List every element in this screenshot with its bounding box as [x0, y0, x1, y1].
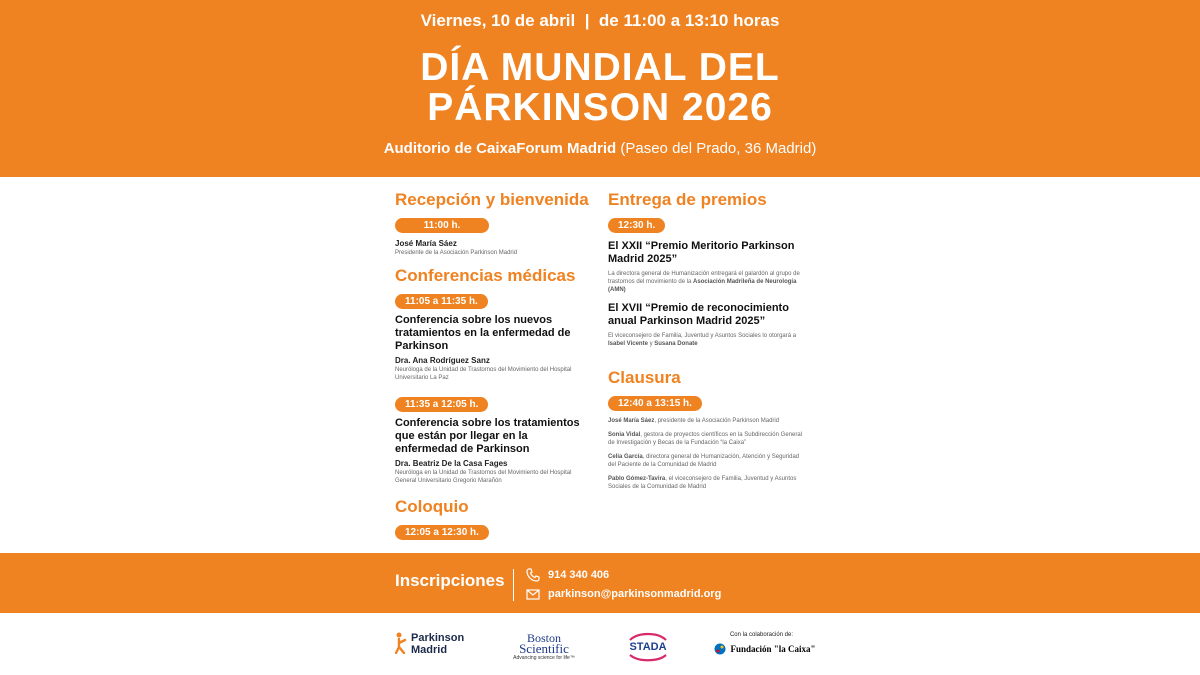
- title-line-2: PÁRKINSON 2026: [427, 86, 773, 129]
- speaker-role: Neuróloga de la Unidad de Trastornos del Movimiento del Hospital Universitario La Paz: [395, 367, 572, 381]
- closing-speaker-name: Celia García: [608, 454, 643, 460]
- closing-speaker: [608, 453, 808, 469]
- event-venue: [0, 140, 1200, 157]
- closing-speaker-name: Sonia Vidal: [608, 432, 641, 438]
- closing-speaker-role: , gestora de proyectos científicos en la Subdirección General de Investigación y Becas de la Fundación “la Caixa”: [608, 432, 802, 446]
- award-note: [608, 332, 808, 348]
- phone-number: 914 340 406: [548, 568, 610, 581]
- sponsor-logos: [0, 613, 1200, 675]
- time-pill: 11:05 a 11:35 h.: [395, 294, 488, 309]
- program-left-column: [395, 190, 590, 540]
- speaker-name: Dra. Beatriz De la Casa Fages: [395, 459, 508, 468]
- closing-speaker-role: , directora general de Humanización, Atención y Seguridad del Paciente de la Comunidad de Madrid: [608, 454, 800, 468]
- registration-label: Inscripciones: [395, 571, 505, 590]
- speaker-name: Dra. Ana Rodríguez Sanz: [395, 356, 490, 365]
- phone-icon: [526, 568, 540, 582]
- section-colloquium: [395, 497, 590, 540]
- logo-tagline: Advancing science for life™: [513, 655, 575, 661]
- logo-text-line2: Madrid: [411, 644, 448, 656]
- closing-speaker-role: , presidente de la Asociación Parkinson Madrid: [654, 418, 780, 424]
- mail-icon: [526, 587, 540, 601]
- email-contact[interactable]: [526, 587, 721, 601]
- award-note-text: El viceconsejero de Familia, Juventud y Asuntos Sociales lo otorgará a: [608, 333, 797, 339]
- email-address: parkinson@parkinsonmadrid.org: [548, 587, 722, 600]
- section-reception: [395, 190, 590, 257]
- logo-text-line2: Scientific: [519, 641, 569, 656]
- program-right-column: [608, 190, 808, 491]
- logo-text-line1: Boston: [526, 631, 561, 645]
- closing-speaker-role: , el viceconsejero de Familia, Juventud y Asuntos Sociales de la Comunidad de Madrid: [608, 476, 797, 490]
- fundacion-la-caixa-logo: [714, 631, 816, 655]
- award-note-text: y: [647, 341, 655, 347]
- award-note-text: La directora general de Humanización entregará el galardón al grupo de trastornos del movimiento de la: [608, 271, 800, 285]
- closing-speaker: [608, 475, 808, 491]
- closing-speaker: [608, 417, 808, 425]
- section-title: Conferencias médicas: [395, 266, 576, 285]
- boston-scientific-logo: [512, 633, 576, 662]
- parkinson-figure-icon: [395, 632, 407, 654]
- stada-logo: [624, 632, 672, 662]
- event-date: Viernes, 10 de abril | de 11:00 a 13:10 horas: [420, 11, 780, 30]
- caixa-star-icon: [714, 643, 726, 655]
- section-awards: [608, 190, 808, 348]
- speaker-name: José María Sáez: [395, 239, 457, 248]
- time-pill: 11:35 a 12:05 h.: [395, 397, 488, 412]
- event-title: [0, 48, 1200, 128]
- award-winner: Isabel Vicente: [608, 341, 648, 347]
- talk-title: Conferencia sobre los nuevos tratamientos en la enfermedad de Parkinson: [395, 314, 571, 352]
- closing-speaker: [608, 431, 808, 447]
- talk-title: Conferencia sobre los tratamientos que están por llegar en la enfermedad de Parkinson: [395, 417, 580, 455]
- closing-speaker-name: José María Sáez: [608, 418, 655, 424]
- logo-text: Fundación "la Caixa": [730, 644, 816, 654]
- speaker-role: Neuróloga en la Unidad de Trastornos del Movimiento del Hospital General Universitario Gregorio Marañón: [395, 470, 572, 484]
- logo-text: STADA: [629, 641, 667, 653]
- award-title: El XXII “Premio Meritorio Parkinson Madrid 2025”: [608, 240, 795, 265]
- speaker-role: Presidente de la Asociación Parkinson Madrid: [395, 250, 518, 256]
- closing-speaker-name: Pablo Gómez-Tavira: [608, 476, 666, 482]
- section-title: Entrega de premios: [608, 190, 767, 209]
- registration-band: [0, 553, 1200, 613]
- time-pill: 11:00 h.: [395, 218, 489, 233]
- divider: [513, 569, 514, 601]
- section-title: Coloquio: [395, 497, 469, 516]
- venue-address: (Paseo del Prado, 36 Madrid): [616, 140, 817, 157]
- section-closing: [608, 368, 808, 491]
- header-banner: [0, 0, 1200, 177]
- award-title: El XVII “Premio de reconocimiento anual Parkinson Madrid 2025”: [608, 302, 789, 327]
- award-winner: Susana Donate: [654, 341, 698, 347]
- award-note: [608, 270, 808, 294]
- venue-name: Auditorio de CaixaForum Madrid: [383, 140, 617, 157]
- collaboration-label: Con la colaboración de:: [729, 632, 794, 638]
- phone-contact[interactable]: [526, 568, 609, 582]
- section-title: Recepción y bienvenida: [395, 190, 589, 209]
- logo-text-line1: Parkinson: [411, 632, 465, 644]
- time-pill: 12:05 a 12:30 h.: [395, 525, 489, 540]
- title-line-1: DÍA MUNDIAL DEL: [420, 46, 780, 89]
- time-pill: 12:40 a 13:15 h.: [608, 396, 702, 411]
- award-note-org: Asociación Madrileña de Neurología (AMN): [608, 279, 797, 293]
- section-conferences: [395, 266, 590, 485]
- time-pill: 12:30 h.: [608, 218, 665, 233]
- section-title: Clausura: [608, 368, 681, 387]
